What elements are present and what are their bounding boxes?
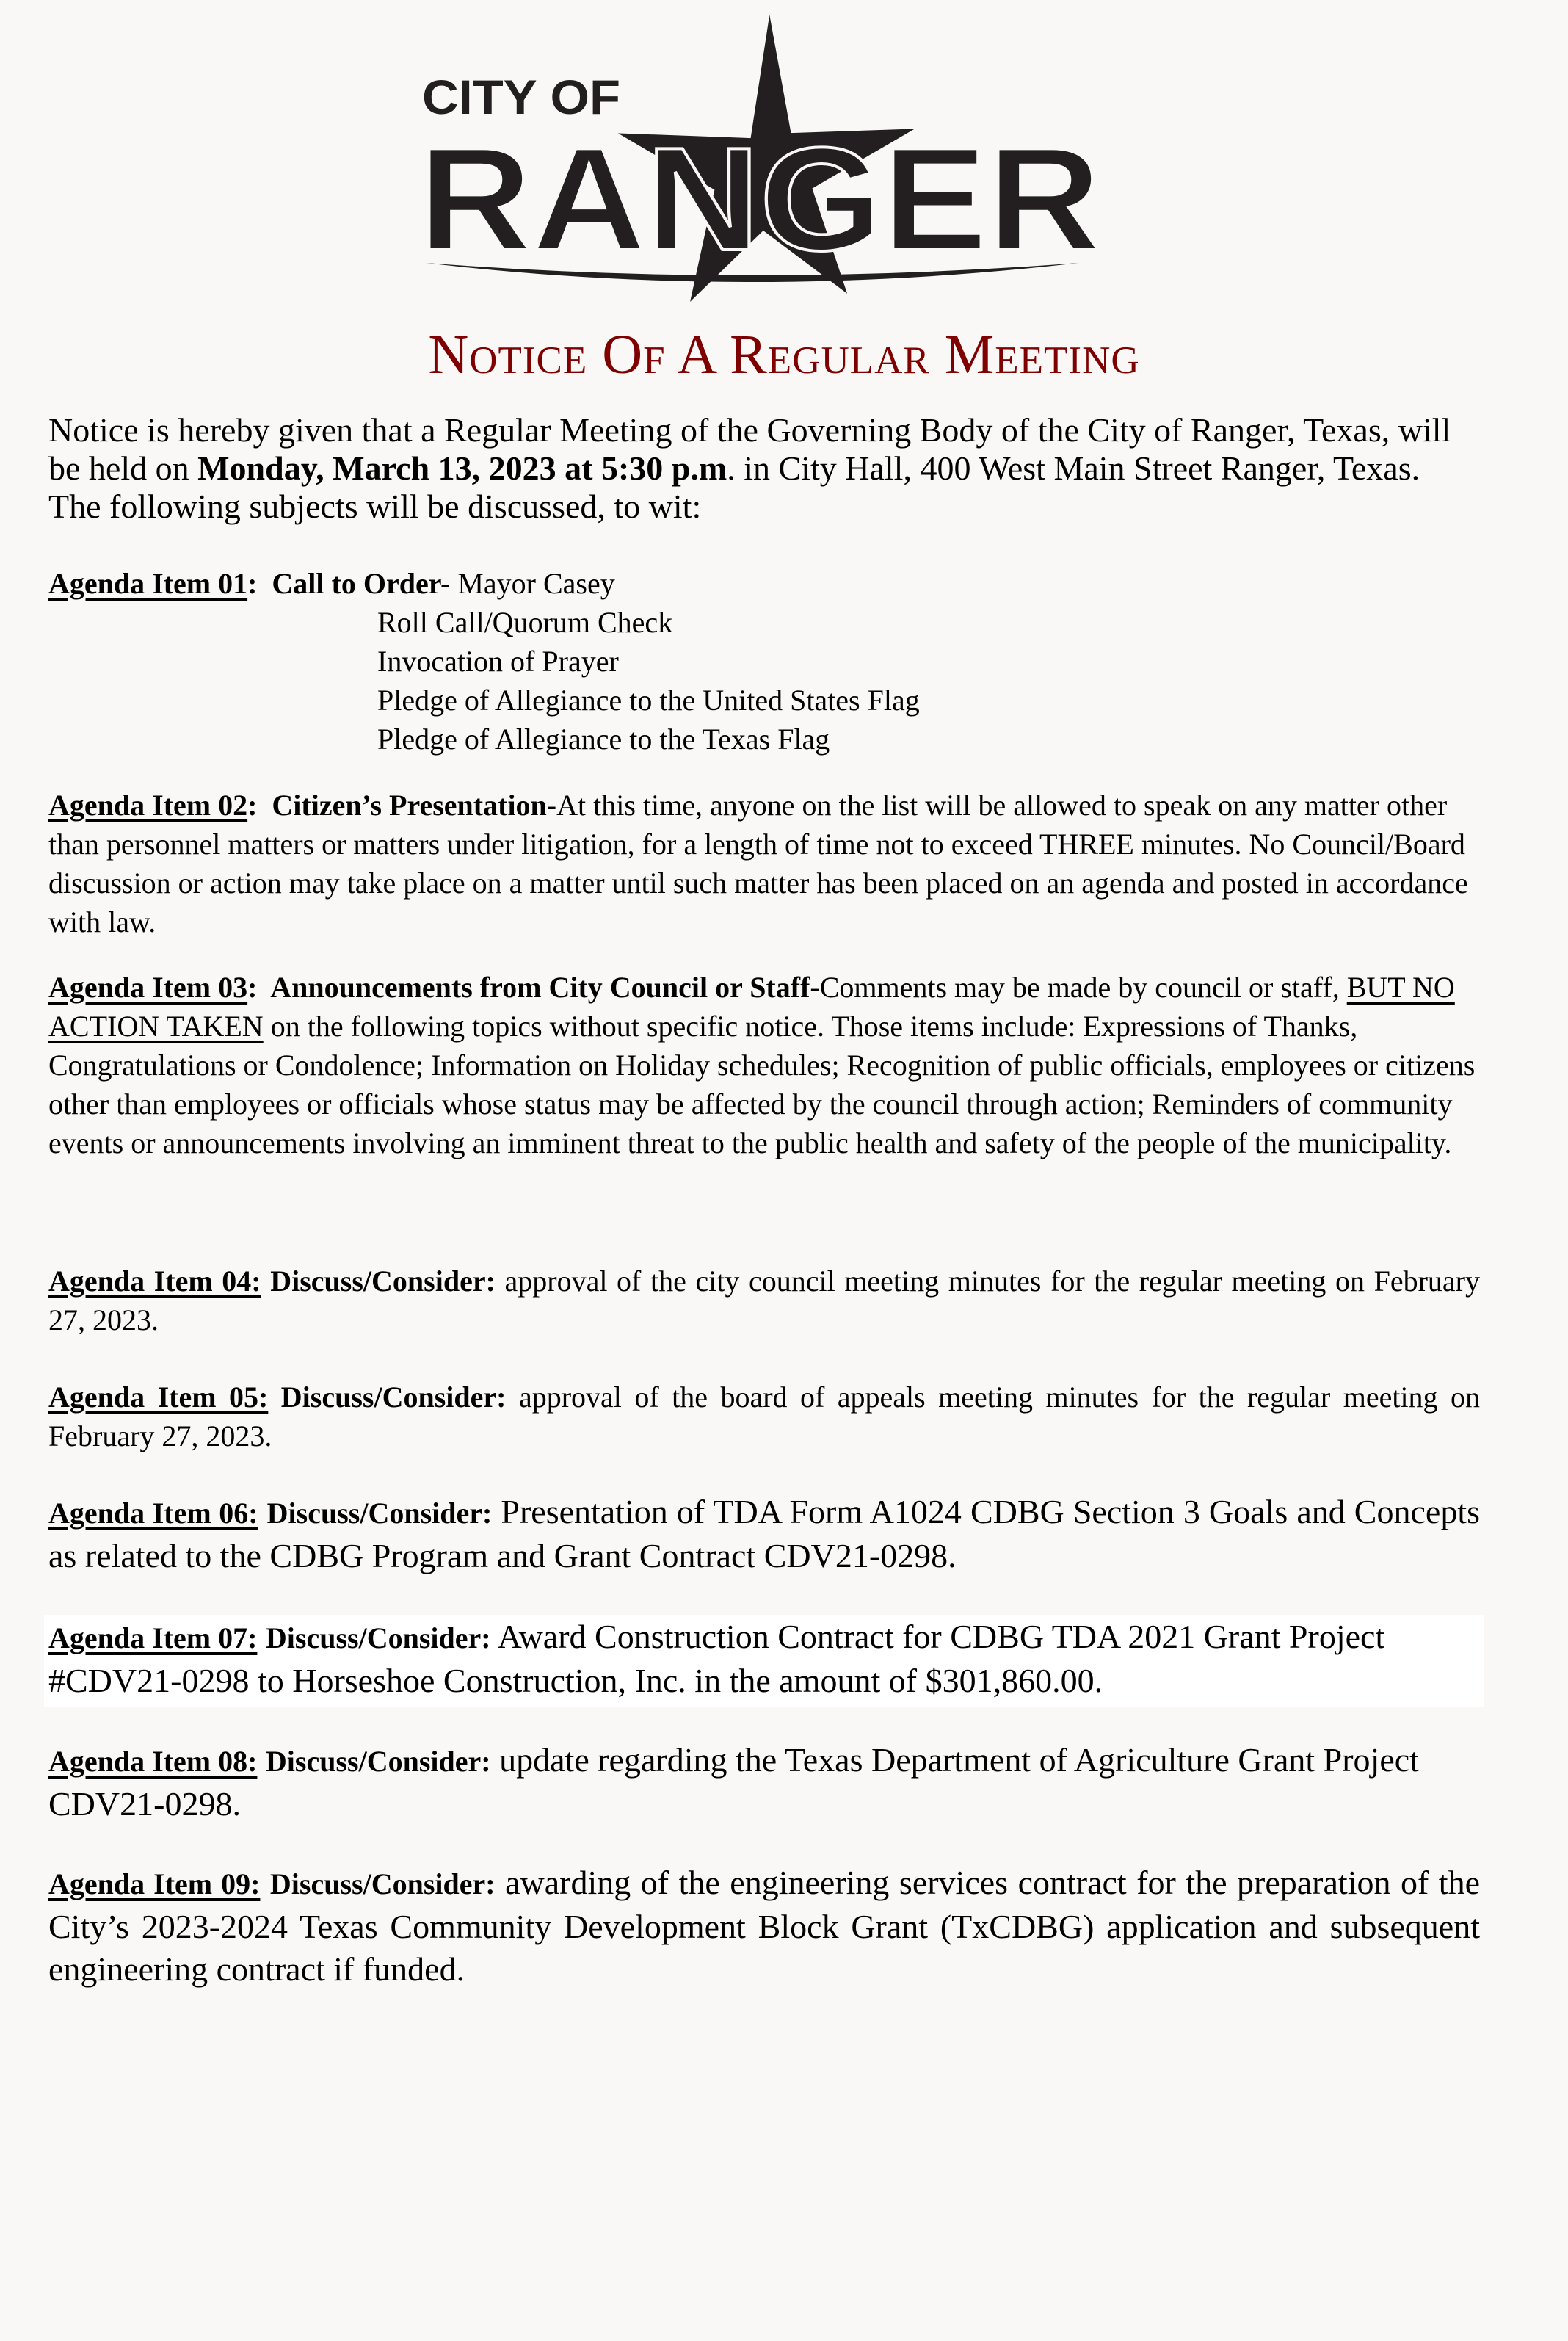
- agenda-item-text: approval of the city council meeting minutes for the regular meeting on February 27, 2023.: [48, 1264, 1480, 1336]
- agenda-item-03: Agenda Item 03: Announcements from City Council or Staff-Comments may be made by council or staff, BUT NO ACTION TAKEN on the following topics without specific notice. Those items include: Expressions of Thanks, Congratulations or Condolence; Information on Holiday schedules; Recognition of public officials, employees or citizens other than employees or officials whose status may be affected by the council through action; Reminders of community events or announcements involving an imminent threat to the public health and safety of the people of the municipality.: [48, 971, 1476, 1159]
- agenda-item-text: awarding of the engineering services contract for the preparation of the City’s 2023-2024 Texas Community Development Block Grant (TxCDBG) application and subsequent engineering contract if funded.: [48, 1864, 1480, 1988]
- agenda-subitem: Pledge of Allegiance to the Texas Flag: [377, 723, 830, 756]
- agenda-item-06: [48, 1491, 1480, 1577]
- agenda-item-heading: Discuss/Consider:: [280, 1381, 507, 1414]
- agenda-item-08: [48, 1739, 1480, 1826]
- agenda-item-text: approval of the board of appeals meeting minutes for the regular meeting on February 27, 2023.: [48, 1381, 1481, 1452]
- agenda-item-heading: Discuss/Consider:: [266, 1497, 493, 1530]
- agenda-item-heading: Citizen’s Presentation-: [272, 789, 557, 822]
- agenda-item-heading: Announcements from City Council or Staff-: [270, 971, 820, 1004]
- city-of-ranger-logo: [396, 0, 1130, 330]
- svg-text:CITY OF: CITY OF: [422, 70, 620, 124]
- agenda-item-label: Agenda Item 02: [48, 789, 248, 822]
- agenda-item-text: update regarding the Texas Department of Agriculture Grant Project CDV21-0298.: [48, 1741, 1419, 1823]
- agenda-item-label: Agenda Item 07:: [48, 1621, 258, 1654]
- agenda-item-text: At this time, anyone on the list will be allowed to speak on any matter other than personnel matters or matters under litigation, for a length of time not to exceed THREE minutes. No Council/Board discussion or action may take place on a matter until such matter has been placed on an agenda and posted in accordance with law.: [48, 789, 1468, 938]
- agenda-item-heading: Discuss/Consider:: [265, 1621, 491, 1654]
- meeting-notice-intro: [48, 411, 1480, 526]
- agenda-subitem: Invocation of Prayer: [377, 645, 619, 678]
- agenda-item-02: Agenda Item 02: Citizen’s Presentation-At this time, anyone on the list will be allowed to speak on any matter other than personnel matters or matters under litigation, for a length of time not to exceed THREE minutes. No Council/Board discussion or action may take place on a matter until such matter has been placed on an agenda and posted in accordance with law.: [48, 789, 1468, 938]
- agenda-item-text: on the following topics without specific notice. Those items include: Expressions of Thanks, Congratulations or Condolence; Information on Holiday schedules; Recognition of public officials, employees or citizens other than employees or officials whose status may be affected by the council through action; Reminders of community events or announcements involving an imminent threat to the public health and safety of the people of the municipality.: [48, 1010, 1476, 1159]
- agenda-item-label: Agenda Item 08:: [48, 1745, 258, 1778]
- agenda-item-label: Agenda Item 09:: [48, 1867, 261, 1900]
- page-title: Notice Of A Regular Meeting: [428, 324, 1140, 386]
- agenda-item-text: Comments may be made by council or staff,: [819, 971, 1347, 1004]
- agenda-item-label: Agenda Item 06:: [48, 1497, 258, 1530]
- agenda-item-heading: Discuss/Consider:: [269, 1867, 496, 1900]
- agenda-item-05: [48, 1378, 1480, 1455]
- agenda-item-heading: Discuss/Consider:: [265, 1745, 491, 1778]
- agenda-item-text: Mayor Casey: [450, 567, 615, 600]
- texas-star-icon: [396, 0, 1130, 330]
- agenda-item-heading: Discuss/Consider:: [270, 1264, 496, 1298]
- svg-text:RANGER: RANGER: [418, 117, 1101, 281]
- agenda-item-text: Award Construction Contract for CDBG TDA 2021 Grant Project #CDV21-0298 to Horseshoe Construction, Inc. in the amount of $301,860.00.: [48, 1618, 1385, 1699]
- agenda-item-label: Agenda Item 03: [48, 971, 248, 1004]
- meeting-datetime: Monday, March 13, 2023 at 5:30 p.m: [197, 449, 727, 487]
- agenda-item-07: [44, 1615, 1484, 1707]
- no-action-notice: BUT NO ACTION TAKEN: [48, 971, 1455, 1043]
- agenda-subitem: Roll Call/Quorum Check: [377, 606, 673, 639]
- agenda-item-01: Agenda Item 01: Call to Order- Mayor Casey Roll Call/Quorum Check Invocation of Prayer Pledge of Allegiance to the United States Flag Pledge of Allegiance to the Texas Flag: [48, 564, 1480, 759]
- agenda-item-label: Agenda Item 04:: [48, 1264, 261, 1298]
- intro-location-text: . in City Hall, 400 West Main Street Ranger, Texas. The following subjects will be discussed, to wit:: [48, 449, 1420, 525]
- agenda-item-text: Presentation of TDA Form A1024 CDBG Section 3 Goals and Concepts as related to the CDBG Program and Grant Contract CDV21-0298.: [48, 1493, 1480, 1574]
- agenda-item-label: Agenda Item 05:: [48, 1381, 269, 1414]
- agenda-subitem: Pledge of Allegiance to the United States Flag: [377, 684, 920, 717]
- agenda-item-heading: Call to Order-: [272, 567, 451, 600]
- agenda-item-label: Agenda Item 01: [48, 567, 248, 600]
- agenda-item-04: [48, 1262, 1480, 1339]
- agenda-item-09: [48, 1861, 1480, 1991]
- intro-text: Notice is hereby given that a Regular Meeting of the Governing Body of the City of Ranger, Texas, will be held on: [48, 411, 1451, 487]
